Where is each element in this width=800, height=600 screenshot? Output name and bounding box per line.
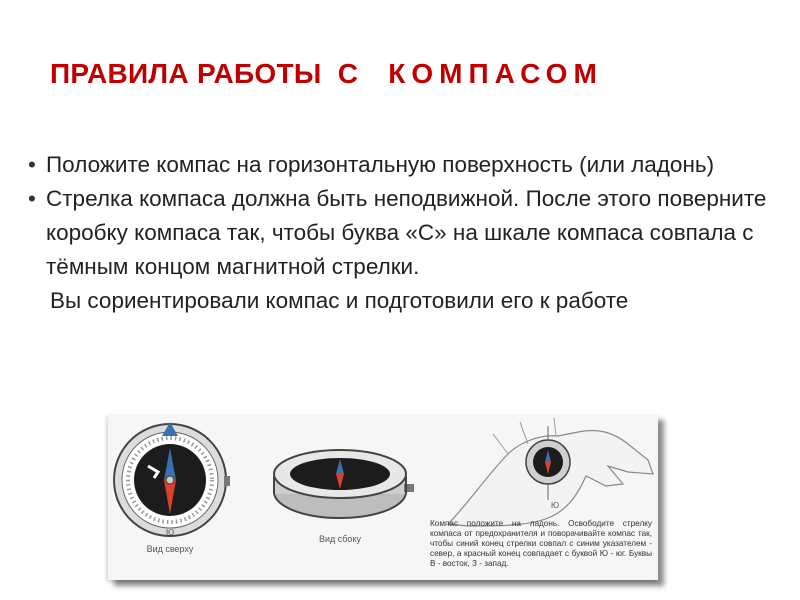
instruction-list: [28, 148, 768, 318]
closing-statement: Вы сориентировали компас и подготовили его к работе: [50, 288, 629, 313]
compass-side-view-image: [274, 450, 414, 518]
title-part-compass: КОМПАСОМ: [388, 58, 603, 89]
label-top-view: Вид сверху: [146, 544, 194, 554]
dial-letter-palm: Ю: [551, 501, 560, 510]
dial-letter-top: Ю: [165, 528, 175, 537]
label-side-view: Вид сбоку: [319, 534, 361, 544]
figure-caption: Компас положите на ладонь. Освободите стрелку компаса от предохранителя и поворачивайте компас так, чтобы синий конец стрелки совпал с синим указателем - север, а красный конец совпадает с буквой Ю - юг. Буквы В - восток, З - запад.: [430, 519, 652, 568]
instruction-item-1: • Положите компас на горизонтальную поверхность (или ладонь): [28, 148, 768, 182]
compass-illustration: [108, 414, 658, 580]
instruction-item-2: • Стрелка компаса должна быть неподвижной. После этого поверните коробку компаса так, чтобы буква «С» на шкале компаса совпала с тёмным концом магнитной стрелки.: [28, 182, 768, 284]
compass-on-palm-image: [448, 418, 653, 526]
title-part-rules: ПРАВИЛА РАБОТЫ С: [50, 58, 359, 89]
compass-top-view-image: [114, 422, 230, 537]
slide-title: [50, 58, 603, 90]
